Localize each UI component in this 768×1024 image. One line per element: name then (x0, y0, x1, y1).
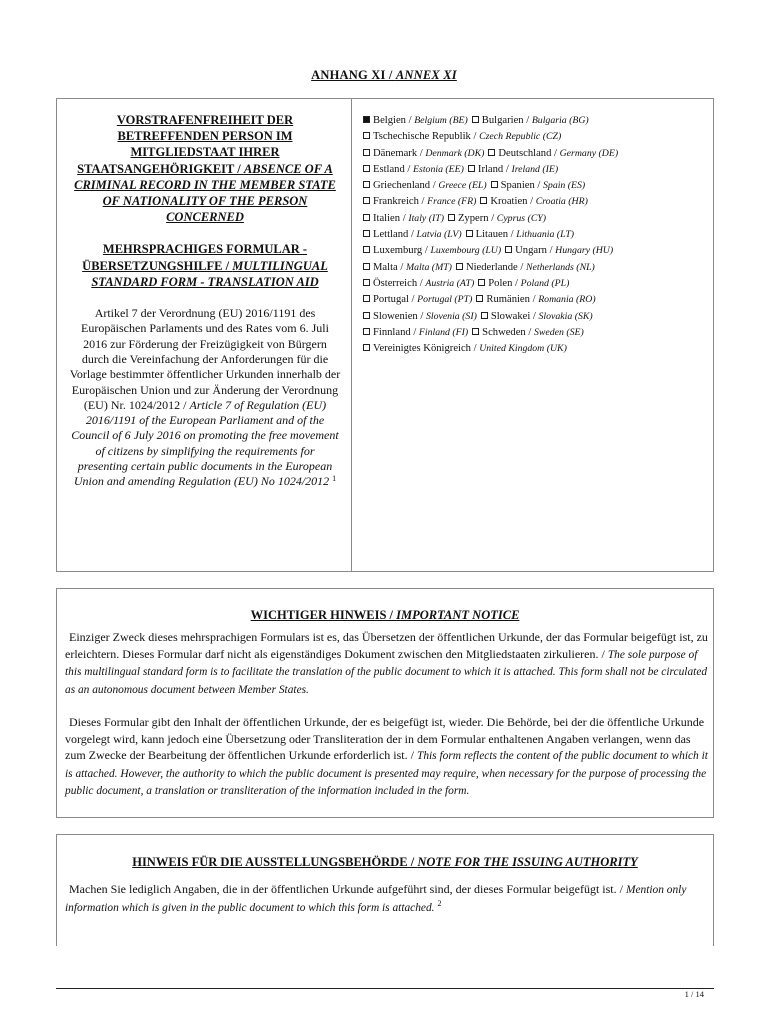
country-name-de: Slowenien / (373, 310, 426, 322)
checkbox-icon[interactable] (363, 328, 370, 335)
checkbox-icon[interactable] (456, 263, 463, 270)
country-row (363, 260, 709, 276)
country-row (363, 211, 709, 227)
country-option[interactable] (363, 164, 464, 175)
country-row (363, 341, 709, 357)
page-number: 1 / 14 (684, 989, 704, 999)
country-option[interactable] (363, 343, 567, 354)
legal-basis-en: Article 7 of Regulation (EU) 2016/1191 of the European Parliament and of the Council of 6 July 2016 on promoting the free movement of citizens by simplifying the requirements for presenting certain public documents in the European Union and amending Regulation (EU) No 1024/2012 (71, 397, 339, 489)
country-name-de: Bulgarien / (481, 115, 532, 126)
checkbox-icon[interactable] (363, 279, 370, 286)
footer-rule (56, 988, 714, 989)
country-name-de: Portugal / (373, 294, 418, 306)
country-name-en: Slovenia (SI) (425, 310, 477, 322)
country-name-de: Malta / (373, 261, 406, 273)
country-name-en: United Kingdom (UK) (479, 343, 567, 355)
checkbox-icon[interactable] (472, 116, 479, 123)
country-name-de: Irland / (477, 163, 512, 175)
country-name-de: Schweden / (482, 326, 534, 338)
country-row (363, 146, 709, 162)
checkbox-icon[interactable] (363, 246, 370, 253)
country-name-en: Luxembourg (LU) (430, 245, 502, 257)
issuing-authority-title-de: HINWEIS FÜR DIE AUSSTELLUNGSBEHÖRDE / (132, 855, 418, 869)
footnote-ref-2: 2 (437, 898, 442, 908)
country-option[interactable] (448, 213, 546, 224)
important-notice-title-en: IMPORTANT NOTICE (396, 608, 520, 622)
checkbox-icon[interactable] (363, 214, 370, 221)
country-name-en: Belgium (BE) (414, 115, 468, 126)
country-checklist (363, 113, 709, 357)
country-option[interactable] (363, 327, 468, 338)
country-name-en: Malta (MT) (405, 261, 452, 273)
country-option[interactable] (363, 294, 472, 305)
country-name-de: Niederlande / (465, 261, 526, 273)
country-name-en: Hungary (HU) (555, 245, 614, 257)
country-option[interactable] (363, 262, 452, 273)
country-name-en: Greece (EL) (438, 180, 487, 192)
country-row (363, 178, 709, 194)
country-name-en: Czech Republic (CZ) (479, 131, 562, 143)
checkbox-icon[interactable] (363, 344, 370, 351)
checkbox-icon[interactable] (363, 132, 370, 139)
checkbox-icon[interactable] (468, 165, 475, 172)
country-option[interactable] (363, 278, 474, 289)
country-name-de: Vereinigtes Königreich / (373, 343, 480, 355)
country-row (363, 227, 709, 243)
country-name-en: France (FR) (427, 196, 477, 208)
country-option[interactable] (363, 213, 444, 224)
country-name-de: Luxemburg / (373, 245, 431, 257)
document-title-en: ABSENCE OF A CRIMINAL RECORD IN THE MEMBER STATE OF NATIONALITY OF THE PERSON CONCERNED (74, 161, 336, 225)
country-option[interactable] (363, 115, 468, 126)
country-option[interactable] (468, 164, 558, 175)
issuing-authority-title-en: NOTE FOR THE ISSUING AUTHORITY (417, 855, 638, 869)
form-type-en: MULTILINGUAL STANDARD FORM - TRANSLATION AID (91, 258, 328, 289)
country-option[interactable] (472, 327, 584, 338)
checkbox-icon[interactable] (478, 279, 485, 286)
country-name-de: Griechenland / (373, 180, 439, 192)
column-divider (351, 99, 352, 571)
country-name-de: Estland / (373, 163, 414, 175)
country-name-en: Lithuania (LT) (516, 229, 575, 241)
country-name-de: Rumänien / (486, 294, 539, 306)
country-row (363, 243, 709, 259)
country-name-en: Finland (FI) (418, 326, 469, 338)
important-p1-de: Einziger Zweck dieses mehrsprachigen Formulars ist es, das Übersetzen der öffentlichen Urkunde, der das Formular beigefügt ist, zu erleichtern. Dieses Formular darf nicht als eigenständiges Dokument zwischen den Mitgliedstaaten zirkulieren. / (65, 630, 708, 661)
issuing-p-en: Mention only information which is given in the public document to which this form is attached. (65, 884, 687, 914)
document-title-de: VORSTRAFENFREIHEIT DER BETREFFENDEN PERSON IM MITGLIEDSTAAT IHRER STAATSANGEHÖRIGKEIT / (77, 113, 294, 176)
form-type-de: MEHRSPRACHIGES FORMULAR - ÜBERSETZUNGSHILFE / (82, 242, 308, 273)
country-name-en: Ireland (IE) (511, 163, 559, 175)
country-name-de: Polen / (488, 277, 521, 289)
checkbox-icon[interactable] (466, 230, 473, 237)
country-name-en: Slovakia (SK) (538, 310, 593, 322)
checked-checkbox-icon[interactable] (363, 116, 370, 123)
form-type-title (69, 241, 341, 290)
country-name-de: Belgien / (373, 115, 415, 126)
country-name-en: Croatia (HR) (535, 196, 588, 208)
country-option[interactable] (505, 245, 613, 256)
country-name-en: Netherlands (NL) (525, 261, 595, 273)
country-name-de: Kroatien / (490, 196, 536, 208)
country-name-en: Sweden (SE) (533, 326, 584, 338)
country-name-en: Denmark (DK) (425, 147, 485, 159)
country-row (363, 276, 709, 292)
checkbox-icon[interactable] (480, 197, 487, 204)
country-name-de: Litauen / (475, 229, 517, 241)
legal-basis-text (69, 306, 341, 490)
checkbox-icon[interactable] (505, 246, 512, 253)
country-name-en: Latvia (LV) (416, 229, 462, 241)
country-option[interactable] (363, 311, 477, 322)
country-row (363, 129, 709, 145)
important-notice-title-de: WICHTIGER HINWEIS / (250, 608, 397, 622)
important-notice-paragraph-2 (65, 714, 711, 800)
annex-heading-en: ANNEX XI (395, 68, 457, 82)
checkbox-icon[interactable] (363, 149, 370, 156)
footnote-ref-1: 1 (332, 474, 337, 484)
country-name-de: Lettland / (373, 229, 417, 241)
important-p1-en: The sole purpose of this multilingual standard form is to facilitate the translation of the public document to which it is attached. This form shall not be circulated as an autonomous document between Member States. (65, 648, 708, 696)
checkbox-icon[interactable] (363, 197, 370, 204)
country-row (363, 325, 709, 341)
issuing-authority-title (57, 855, 713, 870)
country-name-en: Spain (ES) (543, 180, 586, 192)
country-option[interactable] (363, 180, 487, 191)
country-name-de: Spanien / (500, 180, 544, 192)
country-row (363, 194, 709, 210)
country-name-de: Dänemark / (373, 147, 426, 159)
country-option[interactable] (363, 131, 561, 142)
checkbox-icon[interactable] (363, 263, 370, 270)
checkbox-icon[interactable] (476, 295, 483, 302)
country-option[interactable] (363, 229, 462, 240)
form-header-box (56, 98, 714, 572)
checkbox-icon[interactable] (491, 181, 498, 188)
checkbox-icon[interactable] (472, 328, 479, 335)
country-name-en: Bulgaria (BG) (531, 115, 589, 126)
important-p2-en: This form reflects the content of the public document to which it is attached. However, the authority to which the public document is presented may require, when necessary for the purpose of processing the public document, a translation or transliteration of the information included in the form. (65, 750, 708, 797)
country-name-en: Estonia (EE) (413, 163, 464, 175)
country-option[interactable] (478, 278, 569, 289)
important-p2-de: Dieses Formular gibt den Inhalt der öffentlichen Urkunde, der es beigefügt ist, wieder. Die Behörde, bei der die öffentliche Urkunde vorgelegt wird, kann jedoch eine Übersetzung oder Transliteration der in dem Formular enthaltenen Angaben verlangen, wenn das zum Zwecke der Bearbeitung der öffentlichen Urkunde erforderlich ist. / (65, 715, 705, 762)
form-title-column (69, 112, 341, 490)
checkbox-icon[interactable] (363, 181, 370, 188)
country-name-de: Italien / (373, 212, 409, 224)
annex-heading (0, 68, 768, 83)
country-option[interactable] (480, 196, 587, 207)
country-option[interactable] (472, 115, 589, 126)
country-row (363, 162, 709, 178)
country-name-en: Germany (DE) (559, 147, 619, 159)
checkbox-icon[interactable] (488, 149, 495, 156)
country-option[interactable] (456, 262, 595, 273)
country-name-de: Slowakei / (490, 310, 539, 322)
checkbox-icon[interactable] (363, 230, 370, 237)
country-option[interactable] (363, 245, 501, 256)
checkbox-icon[interactable] (481, 312, 488, 319)
country-option[interactable] (476, 294, 595, 305)
country-name-de: Zypern / (457, 212, 497, 224)
country-name-en: Poland (PL) (520, 277, 570, 289)
country-name-en: Portugal (PT) (417, 294, 473, 306)
country-name-de: Deutschland / (498, 147, 560, 159)
annex-heading-de: ANHANG XI / (311, 68, 396, 82)
country-name-de: Ungarn / (515, 245, 556, 257)
important-notice-title (57, 608, 713, 623)
checkbox-icon[interactable] (363, 312, 370, 319)
country-name-de: Österreich / (373, 277, 426, 289)
country-name-en: Austria (AT) (425, 277, 475, 289)
country-option[interactable] (481, 311, 593, 322)
country-option[interactable] (363, 148, 484, 159)
country-name-en: Italy (IT) (408, 212, 444, 224)
checkbox-icon[interactable] (363, 165, 370, 172)
checkbox-icon[interactable] (448, 214, 455, 221)
issuing-p-de: Machen Sie lediglich Angaben, die in der öffentlichen Urkunde aufgeführt sind, der dieses Formular beigefügt ist. / (69, 882, 626, 896)
country-row (363, 292, 709, 308)
legal-basis-de: Artikel 7 der Verordnung (EU) 2016/1191 des Europäischen Parlaments und des Rates vom 6. Juli 2016 zur Förderung der Freizügigkeit von Bürgern durch die Vereinfachung der Anforderungen für die Vorlage bestimmter öffentlicher Urkunden innerhalb der Europäischen Union und zur Änderung der Verordnung (EU) Nr. 1024/2012 / (69, 306, 341, 412)
country-name-en: Romania (RO) (538, 294, 596, 306)
important-notice-box (56, 588, 714, 818)
important-notice-paragraph-1 (65, 629, 711, 698)
country-name-de: Frankreich / (373, 196, 428, 208)
checkbox-icon[interactable] (363, 295, 370, 302)
country-option[interactable] (466, 229, 574, 240)
document-title (69, 112, 341, 225)
country-option[interactable] (491, 180, 586, 191)
issuing-authority-box (56, 834, 714, 946)
issuing-authority-paragraph (65, 881, 711, 916)
country-name-en: Cyprus (CY) (496, 212, 547, 224)
country-option[interactable] (363, 196, 476, 207)
country-name-de: Finnland / (373, 326, 419, 338)
country-name-de: Tschechische Republik / (373, 131, 480, 143)
country-row (363, 309, 709, 325)
country-row (363, 113, 709, 129)
country-option[interactable] (488, 148, 618, 159)
